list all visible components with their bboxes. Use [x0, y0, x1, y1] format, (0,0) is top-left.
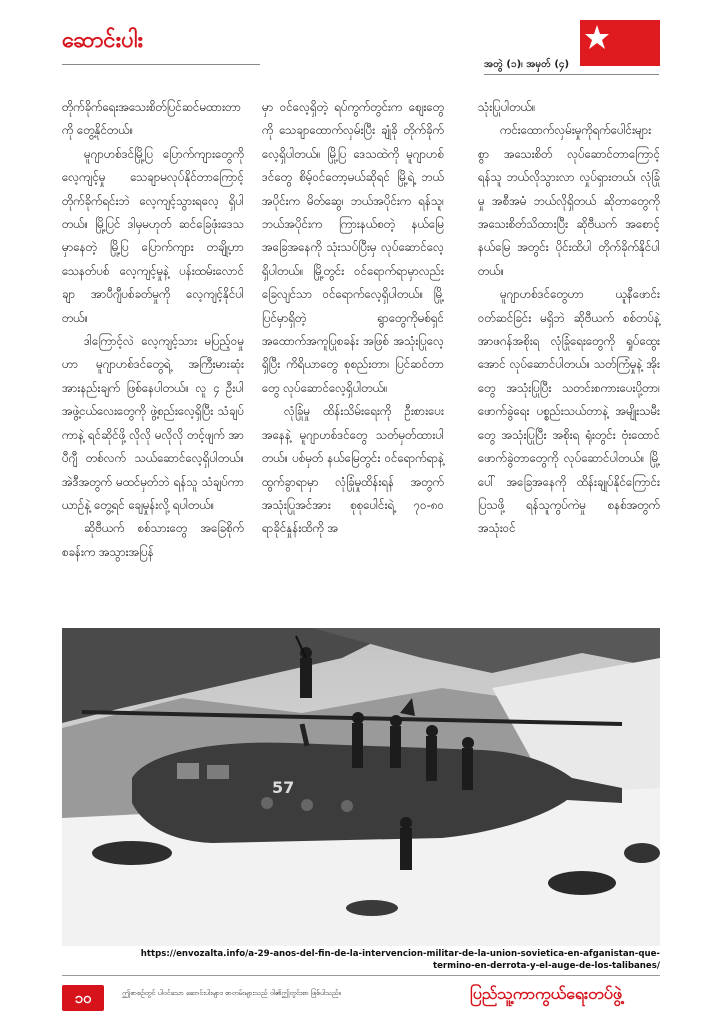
paragraph: မူဂျာဟစ်ဒင်တွေဟာ ယူနီဖောင်းဝတ်ဆင်ခြင်း မရှိဘဲ ဆိုဗီယက် စစ်တပ်နဲ့ အာဖဂန်အစိုးရ လုံခြုံရေးတွေကို ရှုပ်ထွေးအောင် လုပ်ဆောင်ပါတယ်။ သတ်ကြံမှုနဲ့ အိုးတွေ အသုံးပြုပြီး သတင်းစကားပေးပို့တာ၊ ဖောက်ခွဲရေး ပစ္စည်းသယ်တာနဲ့ အမျိုးသမီးတွေ အသုံးပြုပြီး အစိုးရ ရုံးတွင်း ဗုံးထောင်ဖောက်ခွဲတာတွေကို လုပ်ဆောင်ပါတယ်။ မြို့ပေါ် အခြေအနေကို ထိန်းချုပ်နိုင်ကြောင်းပြသဖို့ ရန်သူကွပ်ကဲမှု စနစ်အတွက် အသုံးဝင် — [478, 287, 660, 536]
party-flag — [580, 20, 660, 66]
section-title: ဆောင်းပါး — [62, 28, 144, 53]
text-column-1 — [62, 96, 244, 564]
paragraph: သုံးပြုပါတယ်။ — [478, 100, 536, 114]
issue-divider — [484, 74, 659, 75]
paragraph: တိုက်ခိုက်ရေးအသေးစိတ်ပြင်ဆင်မထားတာကို တွေ့နိုင်တယ်။ — [62, 100, 242, 138]
text-column-2 — [262, 96, 444, 541]
text-column-3 — [478, 96, 660, 541]
star-icon — [584, 24, 610, 50]
helicopter-photo — [62, 628, 660, 946]
paragraph: ဆိုဗီယက် စစ်သားတွေ အခြေစိုက်စခန်းက အသွားအပြန် — [62, 521, 244, 559]
header-divider — [62, 64, 260, 65]
publication-brand: ပြည်သူ့ကာကွယ်ရေးတပ်ဖွဲ့ — [470, 984, 622, 1003]
paragraph: မူဂျာဟစ်ဒင်မြို့ပြ ပြောက်ကျားတွေကို လေ့ကျင့်မှု သေချာမလုပ်နိုင်တာကြောင့် တိုက်ခိုက်ရင်းဘဲ လေ့ကျင့်သွားရလေ့ ရှိပါတယ်။ မြို့ပြင် ဒါမှမဟုတ် ဆင်ခြေဖုံးဒေသမှာနေတဲ့ မြို့ပြ ပြောက်ကျား တချို့ဟာ သေနတ်ပစ် လေ့ကျင့်မှုနဲ့ ပန်းထမ်းလောင်ချာ အာပီဂျီပစ်ခတ်မှုကို လေ့ကျင့်နိုင်ပါတယ်။ — [62, 146, 244, 325]
paragraph: မှာ ဝင်လေ့ရှိတဲ့ ရပ်ကွက်တွင်းက စျေးတွေကို သေချာထောက်လှမ်းပြီး ချုံခို တိုက်ခိုက်လေ့ရှိပါတယ်။ မြို့ပြ ဒေသထဲကို မူဂျာဟစ်ဒင်တွေ စိမ့်ဝင်တော့မယ်ဆိုရင် မြို့ရဲ့ ဘယ်အပိုင်းက မိတ်ဆွေ၊ ဘယ်အပိုင်းက ရန်သူ၊ ဘယ်အပိုင်းက ကြားနယ်စတဲ့ နယ်မြေ အခြေအနေကို သုံးသပ်ပြီးမှ လုပ်ဆောင်လေ့ရှိပါတယ်။ မြို့တွင်း ဝင်ရောက်ရာမှာလည်း ခြေလျင်သာ ဝင်ရောက်လေ့ရှိပါတယ်။ မြို့ပြင်မှာရှိတဲ့ ရွာတွေကိုမစ်ရှင် အထောက်အကူပြုစခန်း အဖြစ် အသုံးပြုလေ့ရှိပြီး ကိရိယာတွေ စုစည်းတာ၊ ပြင်ဆင်တာတွေ လုပ်ဆောင်လေ့ရှိပါတယ်။ — [262, 100, 444, 395]
photo-credit-link[interactable]: https://envozalta.info/a-29-anos-del-fin-de-la-intervencion-militar-de-la-union-sovietica-en-afganistan-que-termino-en-derrota-y-el-auge-de-los-talibanes/ — [140, 949, 660, 971]
paragraph: ဒါကြောင့်လဲ လေ့ကျင့်သား မပြည့်ဝမှုဟာ မူဂျာဟစ်ဒင်တွေရဲ့ အကြီးမားဆုံး အားနည်းချက် ဖြစ်နေပါတယ်။ လူ ၄ ဦးပါ အဖွဲ့ငယ်လေးတွေကို ဖွဲ့စည်းလေ့ရှိပြီး သံချပ်ကာနဲ့ ရင်ဆိုင်ဖို့ လိုလို မလိုလို တင့်ဖျက် အာပီဂျီ တစ်လက် သယ်ဆောင်လေ့ရှိပါတယ်။ အဲဒီအတွက် မထင်မှတ်ဘဲ ရန်သူ သံချပ်ကာယာဉ်နဲ့ တွေ့ရင် ချေမှုန်းလို့ ရပါတယ်။ — [62, 334, 244, 512]
page-number: ၁၀ — [62, 985, 104, 1011]
paragraph: လုံခြုံမှု ထိန်းသိမ်းရေးကို ဦးစားပေး အနေနဲ့ မူဂျာဟစ်ဒင်တွေ သတ်မှတ်ထားပါတယ်။ ပစ်မှတ် နယ်မြေတွင်း ဝင်ရောက်ရာနဲ့ ထွက်ခွာရာမှာ လုံခြုံမှုထိန်းရန် အတွက် အသုံးပြုအင်အား စုစုပေါင်းရဲ့ ၇၀-၈၀ ရာခိုင်နှုန်းထိကို အ — [262, 404, 444, 536]
issue-number: အတွဲ (၁)၊ အမှတ် (၄) — [484, 59, 570, 70]
footer-note: ဤစာစဉ်တွင် ပါဝင်သော ဆောင်းပါးများ၊ စာတမ်းများသည် ဝါ၏ဤတွင်းစာ ဖြစ်ပါသည်။ — [122, 989, 341, 997]
footer-divider — [62, 975, 660, 976]
paragraph: ကင်းထောက်လှမ်းမှုကိုရက်ပေါင်းများစွာ အသေးစိတ် လုပ်ဆောင်တာကြောင့် ရန်သူ ဘယ်လိုသွားလာ လှုပ်ရှားတယ်၊ လုံခြုံမှု အစီအမံ ဘယ်လိုရှိတယ် ဆိုတာတွေကို အသေးစိတ်သိထားပြီး ဆိုဗီယက် အစောင့်နယ်မြေ အတွင်း ပိုင်းထိပါ တိုက်ခိုက်နိုင်ပါတယ်။ — [478, 123, 660, 278]
tail-number: 57 — [272, 778, 295, 797]
